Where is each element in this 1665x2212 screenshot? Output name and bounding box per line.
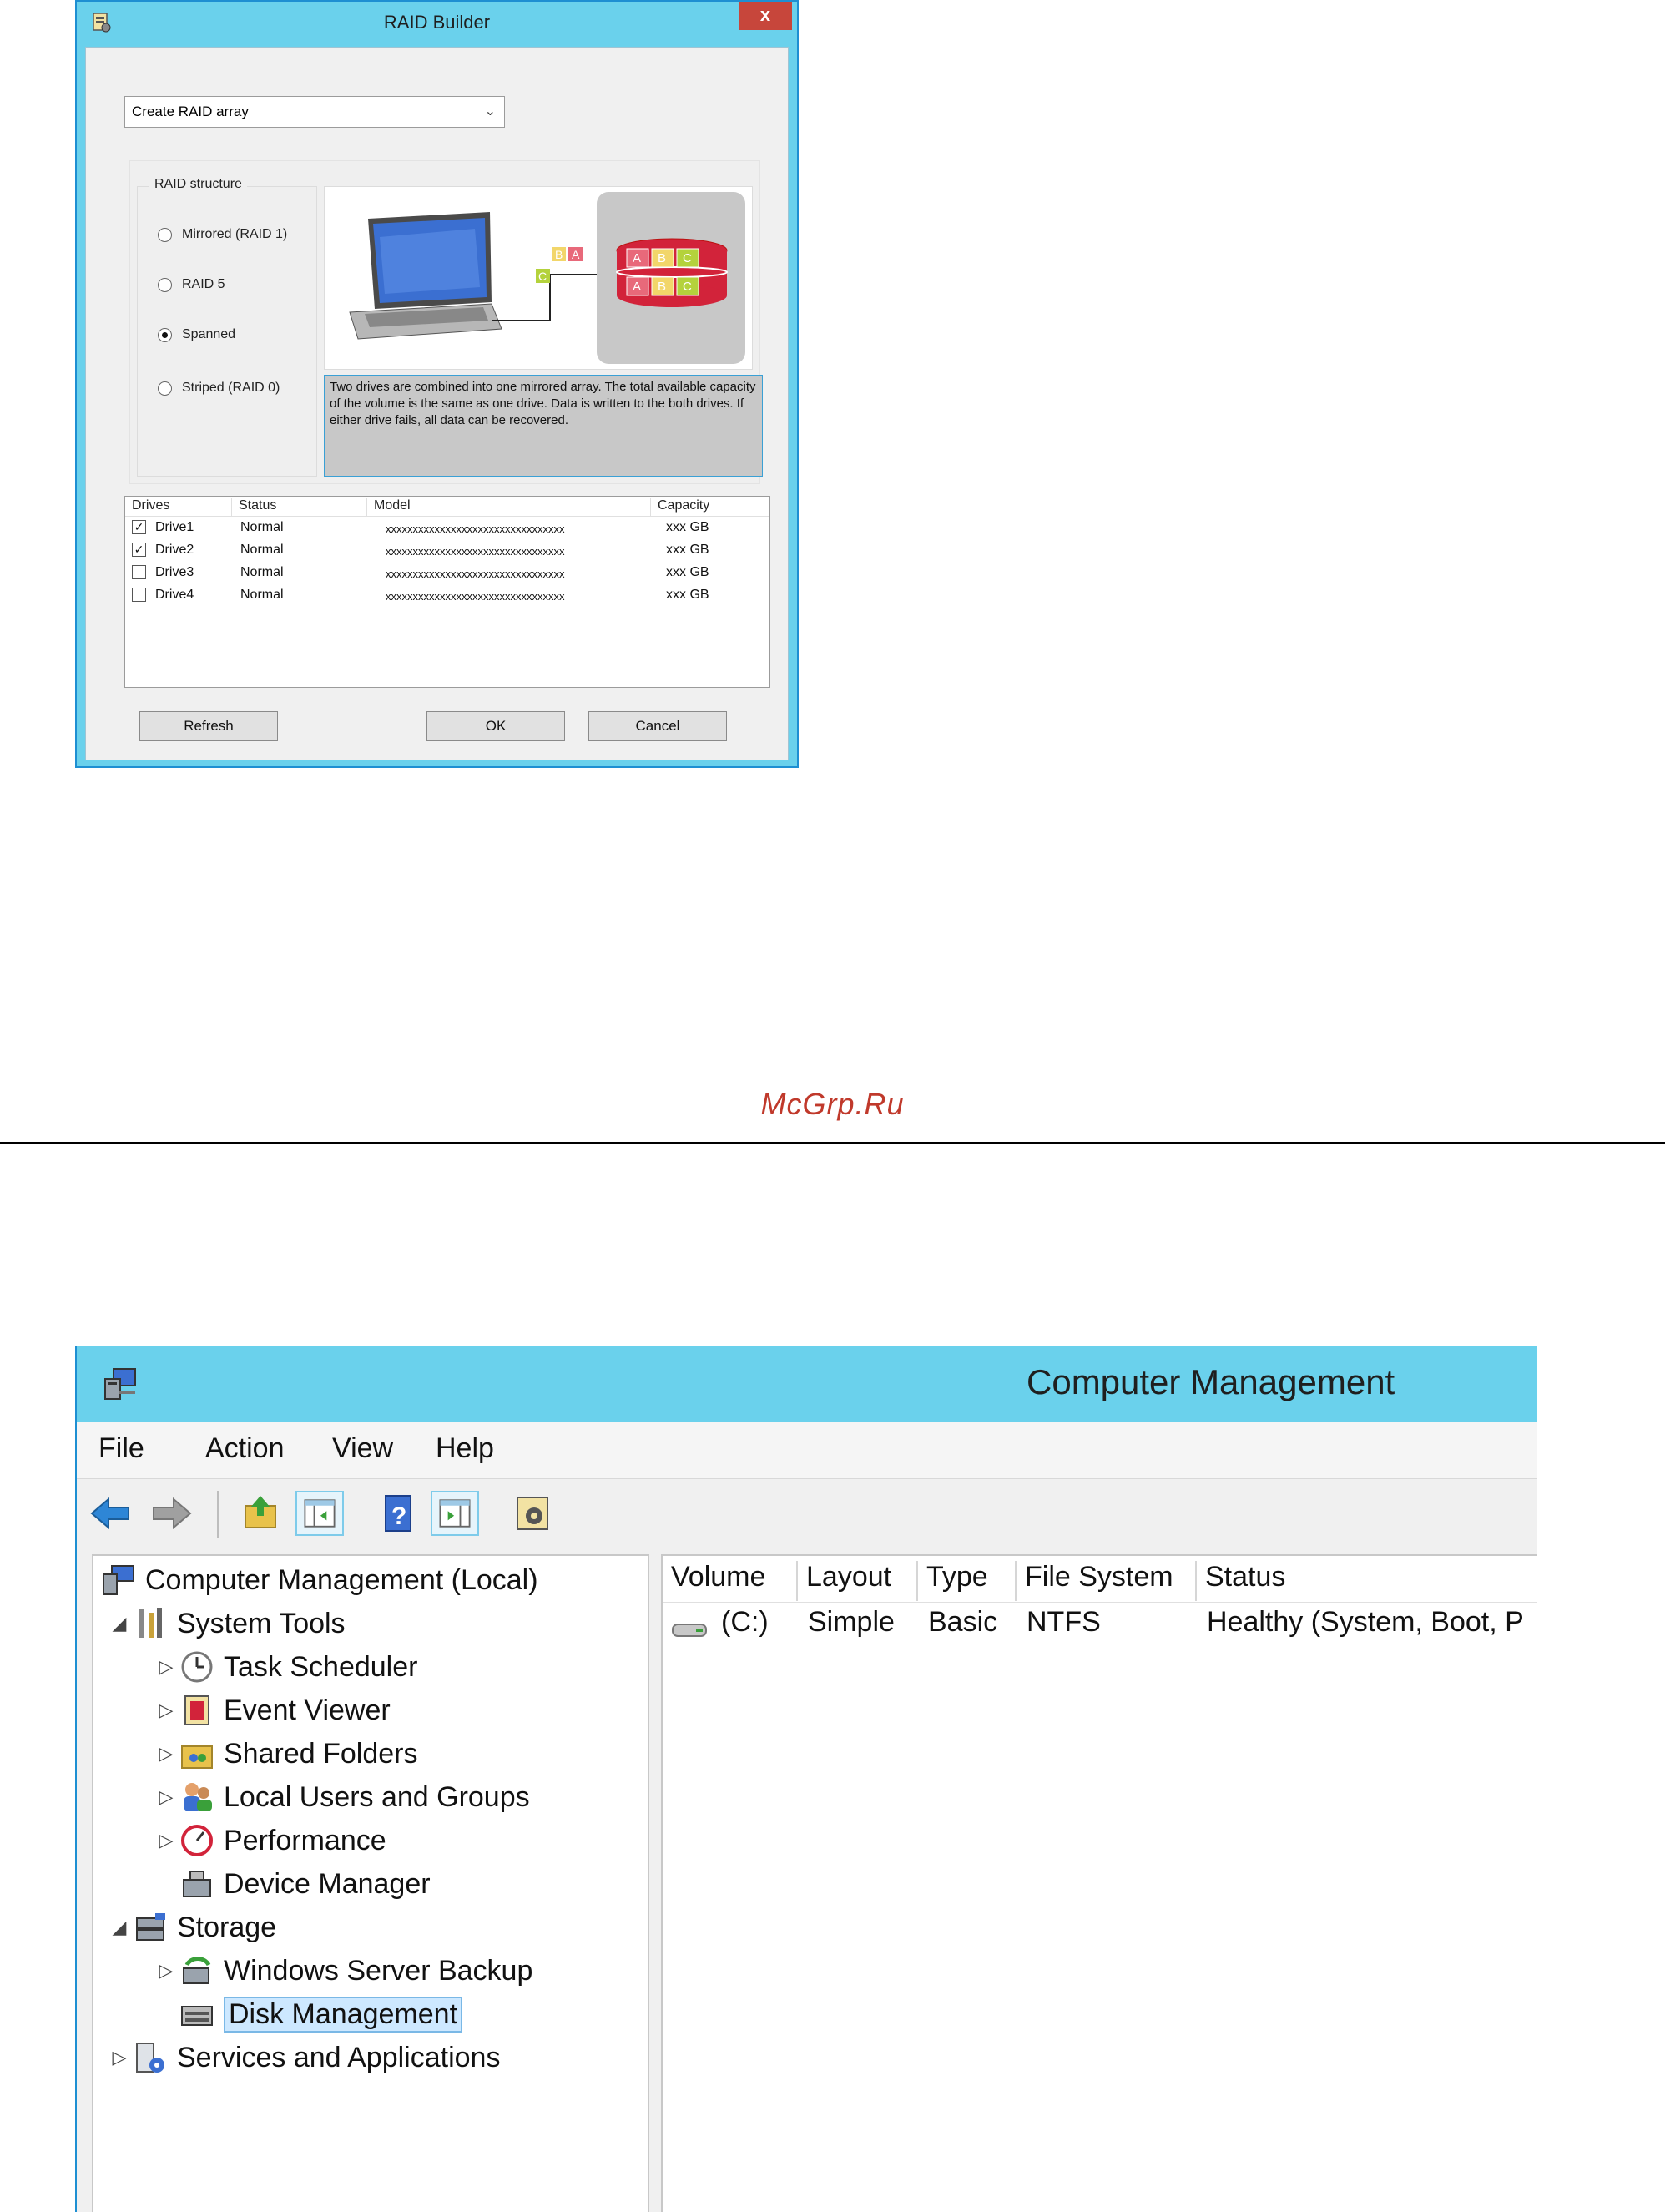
disk-management-icon bbox=[179, 1997, 215, 2032]
tree-item-services-applications[interactable] bbox=[107, 2037, 500, 2078]
table-row[interactable] bbox=[125, 518, 769, 541]
radio-label: Mirrored (RAID 1) bbox=[182, 227, 288, 241]
column-header-status[interactable]: Status bbox=[1205, 1561, 1286, 1593]
drive-checkbox-checked[interactable]: ✓ bbox=[132, 543, 146, 557]
page-divider bbox=[0, 1142, 1665, 1144]
drive-name: Drive4 bbox=[155, 588, 194, 602]
volume-name: (C:) bbox=[721, 1606, 769, 1638]
radio-spanned[interactable] bbox=[158, 327, 235, 342]
drive-checkbox-checked[interactable]: ✓ bbox=[132, 520, 146, 534]
drive-capacity: xxx GB bbox=[666, 520, 709, 534]
block-label: B bbox=[555, 248, 563, 261]
users-icon bbox=[179, 1780, 215, 1815]
menu-file[interactable]: File bbox=[98, 1432, 144, 1464]
tree-item-local-users-groups[interactable] bbox=[154, 1776, 530, 1818]
show-hide-tree-icon[interactable] bbox=[295, 1491, 344, 1536]
device-manager-icon bbox=[179, 1866, 215, 1901]
properties-gear-icon[interactable] bbox=[509, 1491, 558, 1536]
drives-list[interactable] bbox=[124, 496, 770, 688]
performance-gauge-icon bbox=[179, 1823, 215, 1858]
drive-model: xxxxxxxxxxxxxxxxxxxxxxxxxxxxxxxxx bbox=[386, 545, 565, 558]
volume-type: Basic bbox=[928, 1606, 998, 1638]
radio-indicator bbox=[158, 228, 172, 242]
tree-item-shared-folders[interactable] bbox=[154, 1733, 417, 1775]
drive-checkbox[interactable] bbox=[132, 565, 146, 579]
help-icon[interactable] bbox=[374, 1491, 422, 1536]
collapse-triangle-icon[interactable]: ◢ bbox=[112, 1917, 127, 1937]
storage-icon bbox=[132, 1910, 169, 1945]
tree-item-label: Windows Server Backup bbox=[224, 1954, 533, 1987]
radio-mirrored[interactable] bbox=[158, 227, 287, 242]
block-label: C bbox=[683, 251, 692, 265]
services-icon bbox=[132, 2040, 169, 2075]
radio-striped[interactable] bbox=[158, 381, 280, 396]
expand-triangle-icon[interactable]: ▷ bbox=[159, 1656, 174, 1677]
close-button[interactable]: x bbox=[739, 2, 792, 30]
table-row[interactable] bbox=[125, 586, 769, 609]
event-viewer-icon bbox=[179, 1693, 215, 1728]
radio-raid5[interactable] bbox=[158, 277, 225, 292]
tree-item-label: Performance bbox=[224, 1824, 386, 1856]
drive-status: Normal bbox=[240, 588, 284, 602]
tree-item-windows-server-backup[interactable] bbox=[154, 1950, 532, 1992]
action-select-value: Create RAID array bbox=[132, 104, 249, 119]
raid-structure-group bbox=[137, 177, 317, 477]
system-tools-icon bbox=[132, 1606, 169, 1641]
drive-name: Drive3 bbox=[155, 565, 194, 579]
column-header-volume[interactable]: Volume bbox=[663, 1561, 798, 1601]
tree-item-task-scheduler[interactable] bbox=[154, 1646, 417, 1688]
raid-diagram-image bbox=[325, 187, 754, 371]
volume-layout: Simple bbox=[808, 1606, 895, 1638]
tree-item-label: Event Viewer bbox=[224, 1694, 391, 1726]
column-header-capacity[interactable]: Capacity bbox=[651, 498, 759, 517]
drive-checkbox[interactable] bbox=[132, 588, 146, 602]
tree-item-label: Storage bbox=[177, 1911, 277, 1943]
radio-indicator-selected bbox=[158, 328, 172, 342]
expand-triangle-icon[interactable]: ▷ bbox=[159, 1786, 174, 1807]
raid-description: Two drives are combined into one mirrored array. The total available capacity of the volume is the same as one drive. Data is written to the both drives. If either drive fails, all data can be recovered. bbox=[324, 375, 763, 477]
computer-management-window bbox=[75, 1346, 1537, 2212]
menu-view[interactable]: View bbox=[332, 1432, 394, 1464]
expand-triangle-icon[interactable]: ▷ bbox=[112, 2047, 127, 2068]
volume-list-header bbox=[663, 1556, 1537, 1603]
column-header-model[interactable]: Model bbox=[367, 498, 651, 517]
tree-item-label: Computer Management (Local) bbox=[145, 1563, 538, 1596]
menu-action[interactable]: Action bbox=[205, 1432, 285, 1464]
tree-item-label: Local Users and Groups bbox=[224, 1780, 530, 1813]
laptop-icon bbox=[350, 212, 502, 339]
computer-management-icon bbox=[100, 1563, 137, 1598]
tree-item-label: Services and Applications bbox=[177, 2041, 501, 2073]
drive-model: xxxxxxxxxxxxxxxxxxxxxxxxxxxxxxxxx bbox=[386, 568, 565, 580]
tree-item-computer-management[interactable] bbox=[100, 1559, 538, 1601]
volume-status: Healthy (System, Boot, P bbox=[1207, 1606, 1524, 1638]
column-header-layout[interactable]: Layout bbox=[798, 1561, 918, 1601]
chevron-down-icon: ⌄ bbox=[484, 104, 496, 119]
back-arrow-icon[interactable] bbox=[87, 1491, 135, 1536]
refresh-button[interactable]: Refresh bbox=[139, 711, 278, 741]
block-label: C bbox=[538, 270, 547, 283]
clock-icon bbox=[179, 1649, 215, 1684]
drive-capacity: xxx GB bbox=[666, 543, 709, 557]
computer-management-icon bbox=[102, 1366, 139, 1402]
raid-illustration bbox=[324, 186, 753, 370]
tree-item-disk-management[interactable] bbox=[179, 1993, 462, 2035]
drive-status: Normal bbox=[240, 565, 284, 579]
shared-folder-icon bbox=[179, 1736, 215, 1771]
tree-item-system-tools[interactable] bbox=[107, 1603, 346, 1644]
column-header-file-system[interactable]: File System bbox=[1017, 1561, 1197, 1601]
drive-status: Normal bbox=[240, 520, 284, 534]
forward-arrow-icon[interactable] bbox=[147, 1491, 195, 1536]
raid-builder-window bbox=[75, 0, 799, 768]
table-row[interactable] bbox=[663, 1606, 1537, 1648]
tree-item-label: System Tools bbox=[177, 1607, 346, 1639]
column-header-type[interactable]: Type bbox=[918, 1561, 1017, 1601]
tree-item-label: Disk Management bbox=[224, 1997, 462, 2033]
volume-list[interactable] bbox=[661, 1554, 1537, 2212]
drive-model: xxxxxxxxxxxxxxxxxxxxxxxxxxxxxxxxx bbox=[386, 523, 565, 535]
window-title: RAID Builder bbox=[383, 12, 491, 33]
table-row[interactable] bbox=[125, 563, 769, 586]
block-label: C bbox=[683, 280, 692, 294]
collapse-triangle-icon[interactable]: ◢ bbox=[112, 1613, 127, 1634]
volume-file-system: NTFS bbox=[1027, 1606, 1101, 1638]
show-hide-action-pane-icon[interactable] bbox=[431, 1491, 479, 1536]
svg-text:?: ? bbox=[391, 1502, 407, 1530]
toolbar-separator bbox=[217, 1491, 219, 1538]
table-row[interactable] bbox=[125, 541, 769, 563]
block-label: B bbox=[658, 280, 667, 294]
expand-triangle-icon[interactable]: ▷ bbox=[159, 1960, 174, 1981]
block-label: B bbox=[658, 251, 667, 265]
column-header-drives[interactable]: Drives bbox=[125, 498, 232, 517]
tree-item-storage[interactable] bbox=[107, 1906, 276, 1948]
tree-item-performance[interactable] bbox=[154, 1820, 386, 1861]
radio-label: RAID 5 bbox=[182, 277, 225, 291]
drive-capacity: xxx GB bbox=[666, 588, 709, 602]
drive-status: Normal bbox=[240, 543, 284, 557]
title-bar bbox=[77, 2, 797, 45]
raid-structure-label: RAID structure bbox=[149, 177, 247, 192]
menu-bar bbox=[77, 1422, 1537, 1479]
watermark-text: McGrp.Ru bbox=[760, 1087, 905, 1121]
backup-icon bbox=[179, 1953, 215, 1988]
title-bar bbox=[77, 1346, 1537, 1422]
radio-indicator bbox=[158, 278, 172, 292]
expand-triangle-icon[interactable]: ▷ bbox=[159, 1830, 174, 1851]
window-title: Computer Management bbox=[1027, 1362, 1395, 1401]
tree-item-event-viewer[interactable] bbox=[154, 1689, 391, 1731]
volume-drive-icon bbox=[671, 1614, 708, 1647]
menu-help[interactable]: Help bbox=[436, 1432, 494, 1464]
toolbar bbox=[77, 1479, 1537, 1548]
tree-item-label: Device Manager bbox=[224, 1867, 431, 1900]
column-header-status[interactable]: Status bbox=[232, 498, 367, 517]
tree-item-label: Task Scheduler bbox=[224, 1650, 418, 1683]
tree-item-label: Shared Folders bbox=[224, 1737, 418, 1770]
drive-model: xxxxxxxxxxxxxxxxxxxxxxxxxxxxxxxxx bbox=[386, 590, 565, 603]
radio-indicator bbox=[158, 381, 172, 396]
expand-triangle-icon[interactable]: ▷ bbox=[159, 1743, 174, 1764]
raid-structure-panel bbox=[129, 160, 760, 484]
drive-name: Drive2 bbox=[155, 543, 194, 557]
block-label: A bbox=[572, 248, 580, 261]
tree-item-device-manager[interactable] bbox=[179, 1863, 431, 1905]
expand-triangle-icon[interactable]: ▷ bbox=[159, 1699, 174, 1720]
cancel-button[interactable]: Cancel bbox=[588, 711, 727, 741]
drive-capacity: xxx GB bbox=[666, 565, 709, 579]
block-label: A bbox=[633, 251, 642, 265]
up-folder-icon[interactable] bbox=[237, 1491, 285, 1536]
block-label: A bbox=[633, 280, 642, 294]
ok-button[interactable]: OK bbox=[426, 711, 565, 741]
dialog-client-area bbox=[85, 47, 789, 760]
drive-name: Drive1 bbox=[155, 520, 194, 534]
drives-list-header bbox=[125, 497, 769, 517]
console-tree bbox=[92, 1554, 649, 2212]
action-select[interactable] bbox=[124, 96, 505, 128]
radio-label: Striped (RAID 0) bbox=[182, 381, 280, 395]
radio-label: Spanned bbox=[182, 327, 236, 341]
